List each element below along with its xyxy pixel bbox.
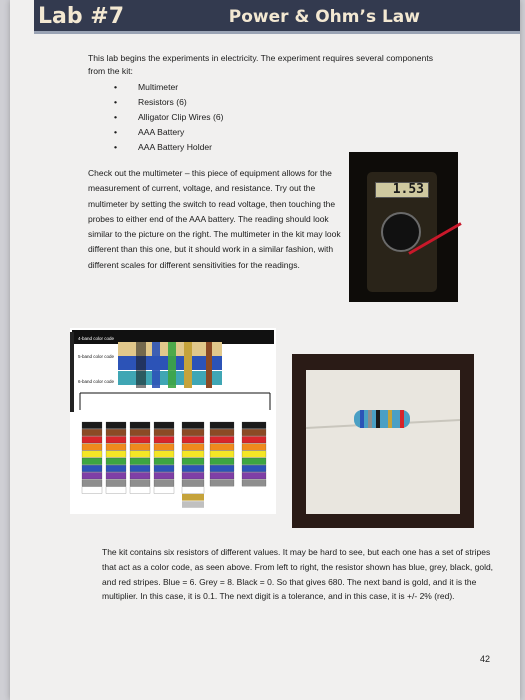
- color-swatch: [154, 436, 174, 443]
- color-swatch: [130, 465, 150, 472]
- band-stripe: [152, 342, 160, 388]
- color-swatch: [210, 422, 234, 429]
- band-stripe: [168, 342, 176, 388]
- color-swatch: [82, 458, 102, 465]
- lab-number: Lab #7: [38, 4, 125, 29]
- color-swatch: [210, 451, 234, 458]
- color-swatch: [154, 487, 174, 494]
- color-swatch: [182, 458, 204, 465]
- color-swatch: [106, 429, 126, 436]
- color-swatch: [130, 458, 150, 465]
- color-swatch: [130, 422, 150, 429]
- color-swatch: [130, 429, 150, 436]
- color-swatch: [242, 465, 266, 472]
- color-swatch: [182, 494, 204, 501]
- band-label-5: 5-band color code: [78, 354, 115, 359]
- color-swatch: [182, 429, 204, 436]
- resistor-color-code-chart: [70, 328, 276, 514]
- color-swatch: [210, 444, 234, 451]
- color-swatch: [106, 465, 126, 472]
- color-swatch: [182, 444, 204, 451]
- page-header: [34, 0, 520, 34]
- list-item: • AAA Battery Holder: [114, 140, 223, 155]
- color-swatch: [82, 444, 102, 451]
- color-swatch: [242, 429, 266, 436]
- color-swatch: [130, 451, 150, 458]
- color-swatch: [82, 422, 102, 429]
- multimeter-paragraph: Check out the multimeter – this piece of equipment allows for the measurement of current, voltage, and resistance. Try out the multimeter by setting the switch to read voltage, then touching the probes to either end of the AAA battery. The reading should look similar to the picture on the right. The multimeter in the kit may look different than this one, but it should work in a similar fashion, with different scales for different sensitivities for the readings.: [88, 168, 341, 270]
- color-swatch: [210, 458, 234, 465]
- color-swatch: [82, 487, 102, 494]
- band-stripe: [206, 342, 212, 388]
- color-swatch: [106, 451, 126, 458]
- color-swatch: [82, 472, 102, 479]
- color-swatch: [182, 451, 204, 458]
- color-swatch: [242, 451, 266, 458]
- color-swatch: [242, 436, 266, 443]
- parts-list: [114, 80, 223, 155]
- color-swatch: [182, 480, 204, 487]
- color-swatch: [182, 436, 204, 443]
- band-label-4: 4-band color code: [78, 336, 115, 341]
- color-swatch: [242, 472, 266, 479]
- meter-display: 1.53: [375, 182, 429, 198]
- color-swatch: [242, 458, 266, 465]
- color-swatch: [210, 472, 234, 479]
- color-swatch: [154, 465, 174, 472]
- color-swatch: [106, 422, 126, 429]
- color-swatch: [210, 436, 234, 443]
- list-item: • Multimeter: [114, 80, 223, 95]
- color-swatch: [182, 487, 204, 494]
- resistor-image: [292, 354, 474, 528]
- color-swatch: [130, 487, 150, 494]
- color-swatch: [210, 429, 234, 436]
- color-swatch: [130, 480, 150, 487]
- multimeter-body: [367, 172, 437, 292]
- list-item: • AAA Battery: [114, 125, 223, 140]
- color-swatch: [82, 465, 102, 472]
- list-item: • Alligator Clip Wires (6): [114, 110, 223, 125]
- color-swatch: [82, 429, 102, 436]
- meter-dial-icon: [381, 212, 421, 252]
- color-swatch: [182, 422, 204, 429]
- color-swatch: [82, 480, 102, 487]
- band-stripe: [184, 342, 192, 388]
- document-page: [10, 0, 520, 700]
- band-label-6: 6-band color code: [78, 379, 115, 384]
- color-swatch: [154, 458, 174, 465]
- resistor-photo: [292, 354, 474, 528]
- page-title: Power & Ohm’s Law: [228, 7, 420, 27]
- color-swatch: [182, 465, 204, 472]
- color-swatch: [106, 480, 126, 487]
- color-swatch: [130, 444, 150, 451]
- page-number: 42: [480, 654, 491, 664]
- color-swatch: [106, 444, 126, 451]
- intro-paragraph: This lab begins the experiments in electricity. The experiment requires several components from the kit:: [88, 53, 434, 76]
- color-swatch: [154, 480, 174, 487]
- color-swatch: [210, 480, 234, 487]
- color-swatch: [82, 436, 102, 443]
- color-swatch: [130, 472, 150, 479]
- color-swatch: [154, 472, 174, 479]
- color-code-explanation: The kit contains six resistors of different values. It may be hard to see, but each one has a set of stripes that act as a color code, as seen above. From left to right, the resistor shown has blue, grey, black, gold, and red stripes. Blue = 6. Grey = 8. Black = 0. So that gives 680. The next band is gold, and it is the multiplier. In this case, it is 0.1. The next digit is a tolerance, and in this case, it is +/- 2% (red).: [102, 547, 494, 602]
- color-swatch: [154, 444, 174, 451]
- color-swatch: [106, 472, 126, 479]
- color-swatch: [242, 444, 266, 451]
- color-swatch: [106, 436, 126, 443]
- color-swatch: [242, 480, 266, 487]
- color-swatch: [106, 487, 126, 494]
- color-swatch: [154, 429, 174, 436]
- list-item: • Resistors (6): [114, 95, 223, 110]
- color-swatch: [182, 472, 204, 479]
- multimeter-photo: [349, 152, 458, 302]
- color-swatch: [154, 422, 174, 429]
- color-swatch: [210, 465, 234, 472]
- color-swatch: [154, 451, 174, 458]
- color-swatch: [130, 436, 150, 443]
- band-stripe: [136, 342, 146, 388]
- color-swatch: [242, 422, 266, 429]
- color-swatch: [182, 501, 204, 508]
- color-swatch: [106, 458, 126, 465]
- color-swatch: [82, 451, 102, 458]
